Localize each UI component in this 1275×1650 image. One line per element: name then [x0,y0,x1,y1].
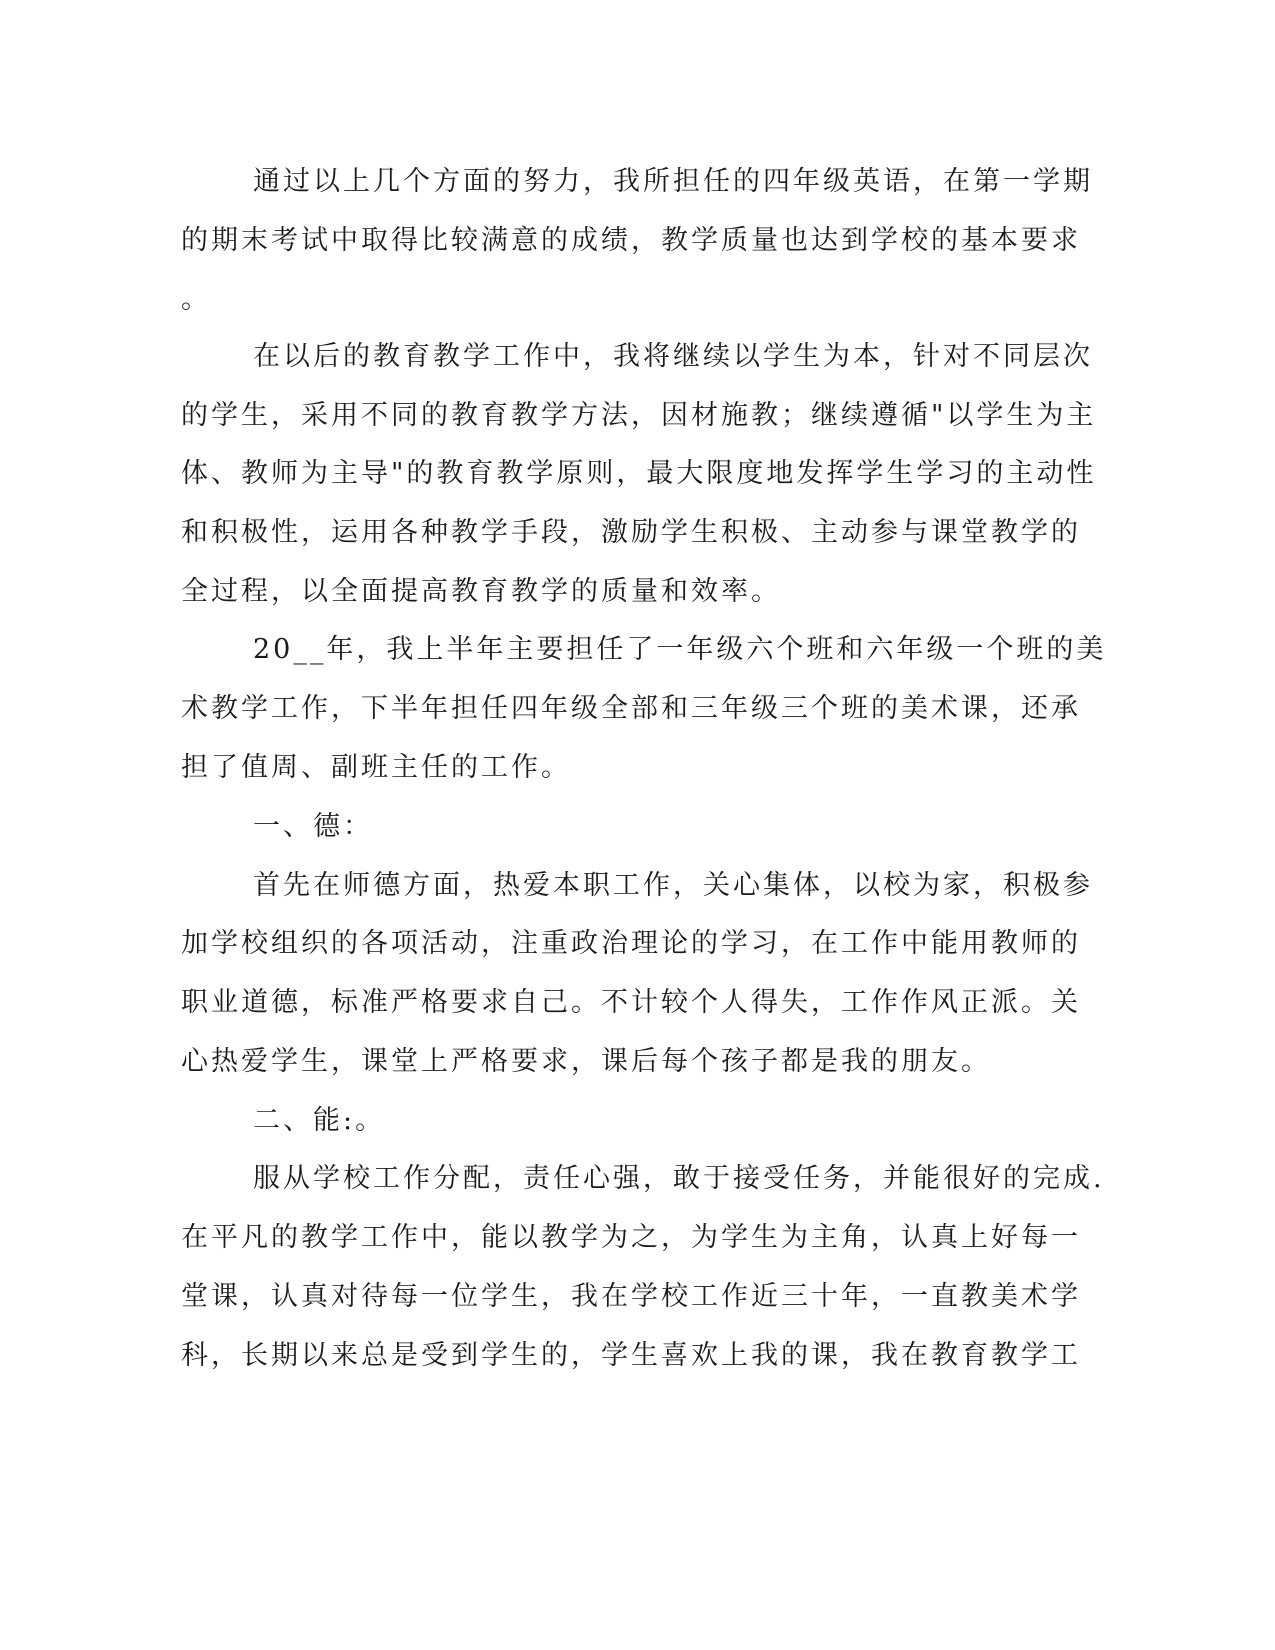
paragraph-4-line-2: 加学校组织的各项活动，注重政治理论的学习，在工作中能用教师的 [181,928,1081,959]
paragraph-5-line-4: 科，长期以来总是受到学生的，学生喜欢上我的课，我在教育教学工 [181,1340,1081,1371]
paragraph-3-line-1: 20__年，我上半年主要担任了一年级六个班和六年级一个班的美 [253,634,1107,665]
section-heading-ability: 二、能:。 [253,1105,386,1136]
paragraph-2-line-2: 的学生，采用不同的教育教学方法，因材施教；继续遵循"以学生为主 [181,400,1097,431]
paragraph-3-line-3: 担了值周、副班主任的工作。 [181,752,571,783]
paragraph-1-line-3: 。 [181,284,211,315]
paragraph-1-line-1: 通过以上几个方面的努力，我所担任的四年级英语，在第一学期 [253,166,1093,197]
paragraph-3-line-2: 术教学工作，下半年担任四年级全部和三年级三个班的美术课，还承 [181,693,1081,724]
section-heading-virtue: 一、德： [253,811,373,842]
paragraph-5-line-3: 堂课，认真对待每一位学生，我在学校工作近三十年，一直教美术学 [181,1281,1081,1312]
paragraph-2-line-1: 在以后的教育教学工作中，我将继续以学生为本，针对不同层次 [253,341,1093,372]
paragraph-5-line-2: 在平凡的教学工作中，能以教学为之，为学生为主角，认真上好每一 [181,1222,1081,1253]
paragraph-2-line-3: 体、教师为主导"的教育教学原则，最大限度地发挥学生学习的主动性 [181,458,1097,489]
paragraph-2-line-5: 全过程，以全面提高教育教学的质量和效率。 [181,576,781,607]
paragraph-4-line-3: 职业道德，标准严格要求自己。不计较个人得失，工作作风正派。关 [181,987,1081,1018]
paragraph-4-line-4: 心热爱学生，课堂上严格要求，课后每个孩子都是我的朋友。 [181,1046,991,1077]
paragraph-2-line-4: 和积极性，运用各种教学手段，激励学生积极、主动参与课堂教学的 [181,517,1081,548]
paragraph-4-line-1: 首先在师德方面，热爱本职工作，关心集体，以校为家，积极参 [253,870,1093,901]
paragraph-1-line-2: 的期末考试中取得比较满意的成绩，教学质量也达到学校的基本要求 [181,225,1081,256]
paragraph-5-line-1: 服从学校工作分配，责任心强，敢于接受任务，并能很好的完成. [253,1163,1105,1194]
